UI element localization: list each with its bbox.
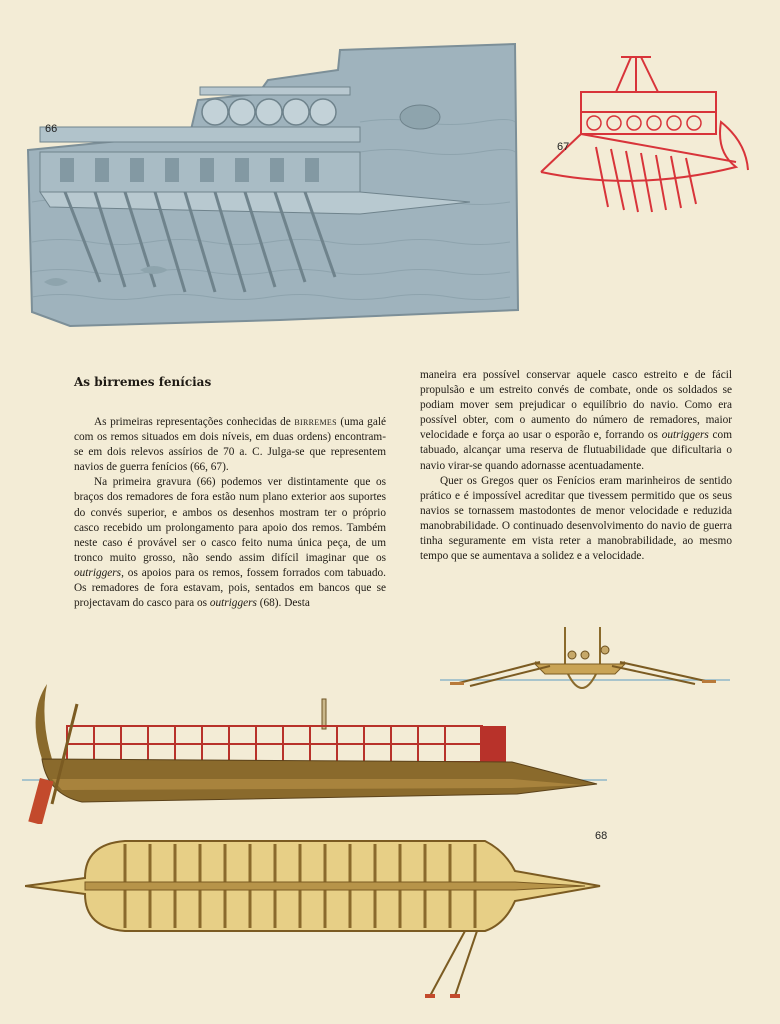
section-title: As birremes fenícias [74, 375, 212, 389]
figure-67-label: 67 [557, 141, 570, 153]
paragraph: maneira era possível conservar aquele casco estreito e de fácil propulsão e um estreito convés de combate, onde os soldados se podiam mover sem prejudicar o equilíbrio do navio. Como era possível obter, com o aumento do número de remadores, maior velocidade e força ao usar o esporão e, forrando os outriggers com tabuado, alcançar uma reserva de flutuabilidade que dificultaria o navio virar-se quando adornasse acentuadamente. [420, 369, 732, 472]
paragraph: As primeiras representações conhecidas de birremes (uma galé com os remos situados em dois níveis, em duas ordens) encontram-se em dois relevos assírios de 70 a. C. Julga-se que representem navios de guerra fenícios (66, 67). [74, 416, 386, 474]
paragraph: Quer os Gregos quer os Fenícios eram marinheiros de sentido prático e é impossível acreditar que tivessem permitido que os seus navios se tornassem mastodontes de menor velocidade e reduzida manobrabilidade. O continuado desenvolvimento do navio de guerra tinha seguramente em vista reter a manobrabilidade, ao mesmo tempo que se aumentava a solidez e a velocidade. [420, 474, 732, 563]
figure-66-label: 66 [45, 123, 58, 135]
figure-66-relief [20, 42, 520, 327]
figure-68-side-view [22, 684, 607, 824]
figure-67-drawing [536, 52, 761, 217]
paragraph: Na primeira gravura (66) podemos ver distintamente que os braços dos remadores de fora estão num plano exterior aos suportes do convés superior, e ambos os desenhos mostram ter o próprio casco recebido um prolongamento para apoio dos remos. Também neste caso é provável ser o casco feito numa única peça, de um tronco muito grosso, não sendo assim difícil imaginar que os outriggers, os apoios para os remos, fossem forrados com tabuado. Os remadores de fora estavam, pois, sentados em bancos que se projectavam do casco para os outriggers (68). Desta [74, 476, 386, 610]
figure-68-top-view [25, 836, 605, 1006]
text-column-left [74, 415, 386, 611]
term-birremes: birremes [294, 416, 337, 428]
text-column-right [420, 368, 732, 564]
figure-68-label: 68 [595, 830, 608, 842]
